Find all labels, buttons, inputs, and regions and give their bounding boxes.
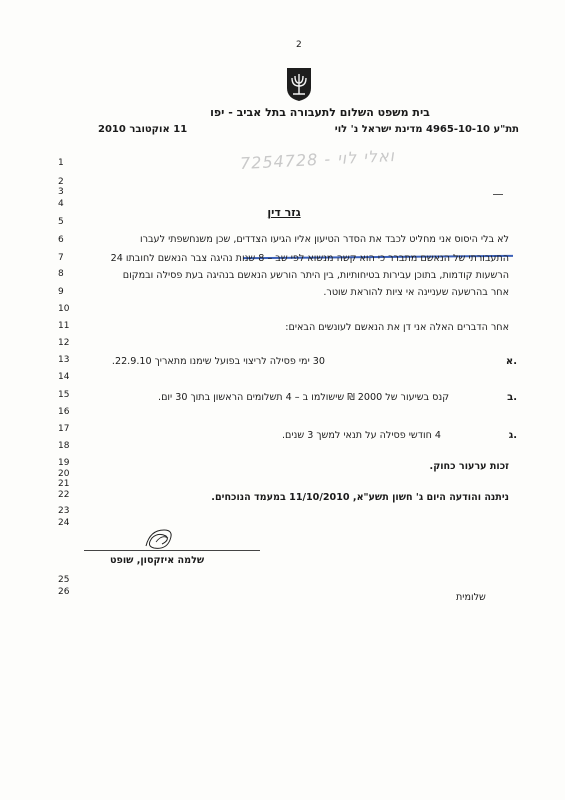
paragraph-line: התעבורתי של הנאשם מתברר כי הוא קשה מנשוא לפי שב – 8 שנות נהיגה צבר הנאשם לחובתו 24 <box>110 253 509 264</box>
line-number: 6 <box>58 235 64 245</box>
line-number: 5 <box>58 217 64 227</box>
paragraph-line: לא בלי היסוס אני מחליט לכבד את הסדר הטיעון אליו הגיעו הצדדים, שכן משנחשפתי לעברו <box>139 234 509 245</box>
line-number: 20 <box>58 469 70 479</box>
line-number: 17 <box>58 424 70 434</box>
sentence-marker: ב. <box>507 392 517 403</box>
sentence-text: 4 חודשי פסילה על תנאי למשך 3 שנים. <box>282 430 441 441</box>
document-title: גזר דין <box>267 206 301 219</box>
line-number: 10 <box>58 304 70 314</box>
line-number: 3 <box>58 187 64 197</box>
signature-line <box>84 550 260 551</box>
line-number: 26 <box>58 587 70 597</box>
line-number: 23 <box>58 506 70 516</box>
sentence-marker: ג. <box>508 430 517 441</box>
decision-date: 11 אוקטובר 2010 <box>98 124 188 135</box>
line-number: 2 <box>58 177 64 187</box>
line-number: 21 <box>58 479 70 489</box>
paragraph-line: הרשעות קודמות, בתוכן עבירות בטיחותיות, בין היתר הורשע הנאשם בנהיגה בעת פסילה ובמקום <box>122 270 509 281</box>
line-number: 12 <box>58 338 70 348</box>
line-number: 8 <box>58 269 64 279</box>
sentence-text: 30 ימי פסילה לריצוי בפועל שימנו מתאריך 22.9.10. <box>111 356 325 367</box>
court-name: בית משפט השלום לתעבורה בתל אביב - יפו <box>210 106 430 119</box>
judge-name: שלמה איזקסון, שופט <box>110 555 205 566</box>
paragraph-line: אחר בהרשעה שעניינה אי ציות להוראת שוטר. <box>323 287 509 298</box>
state-emblem-icon <box>284 66 314 102</box>
line-number: 13 <box>58 355 70 365</box>
case-header: תת"ע 4965-10-10 מדינת ישראל נ' לוי <box>334 124 519 135</box>
sentence-text: קנס בשיעור של 2000 ₪ שישולמו ב – 4 תשלומים הראשון בתוך 30 יום. <box>158 392 449 403</box>
page-number: 2 <box>296 40 302 50</box>
line-number: 18 <box>58 441 70 451</box>
line-number: 24 <box>58 518 70 528</box>
line-number: 25 <box>58 575 70 585</box>
line-number: 15 <box>58 390 70 400</box>
line-number: 14 <box>58 372 70 382</box>
intro-sentence: אחר הדברים האלה אני דן את הנאשם לעונשים הבאים: <box>285 322 509 333</box>
clerk-name: שלומית <box>456 592 486 603</box>
line-number: 11 <box>58 321 70 331</box>
given-line: ניתנה והודעה היום ג' חשון תשע"א, 11/10/2010 במעמד הנוכחים. <box>211 492 509 503</box>
line-number: 16 <box>58 407 70 417</box>
line-number: 19 <box>58 458 70 468</box>
line-number: 4 <box>58 199 64 209</box>
appeal-right: זכות ערעור כחוק. <box>429 461 509 472</box>
line-number: 22 <box>58 490 70 500</box>
line-number: 7 <box>58 253 64 263</box>
margin-dash <box>493 194 503 195</box>
line-number: 9 <box>58 287 64 297</box>
sentence-marker: א. <box>505 356 517 367</box>
line-number: 1 <box>58 158 64 168</box>
handwritten-note: ואלי לוי - 7254728 <box>239 145 396 174</box>
